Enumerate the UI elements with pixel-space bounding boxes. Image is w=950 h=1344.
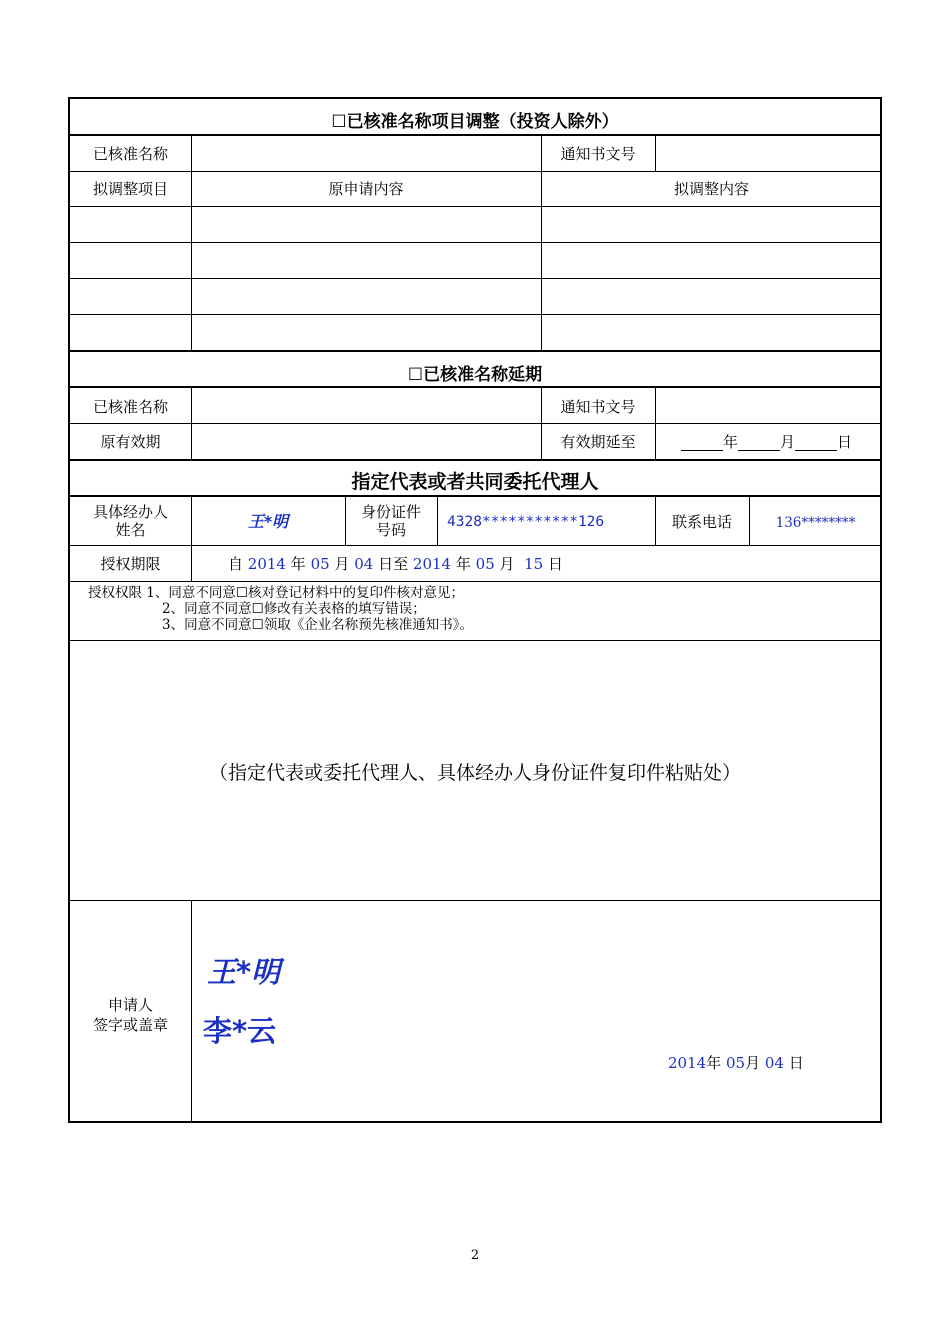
col-divider — [655, 136, 656, 171]
col-divider — [191, 497, 192, 581]
application-form — [68, 97, 882, 1123]
signature-1: 王*明 — [207, 955, 281, 989]
id-label: 身份证件 号码 — [360, 503, 421, 539]
divider — [70, 459, 880, 461]
extend-date-blanks: 年 月 日 — [681, 433, 852, 451]
phone-label: 联系电话 — [671, 513, 732, 531]
page-number: 2 — [470, 1248, 480, 1263]
phone-value: 136******** — [775, 515, 856, 531]
col-divider — [655, 388, 656, 459]
approved-name-label: 已核准名称 — [92, 398, 168, 416]
period-label: 授权期限 — [100, 555, 161, 573]
extend-to-label: 有效期延至 — [560, 433, 636, 451]
new-content-label: 拟调整内容 — [673, 180, 749, 198]
approved-name-label: 已核准名称 — [92, 145, 168, 163]
notice-no-label: 通知书文号 — [560, 398, 636, 416]
divider — [70, 350, 880, 352]
authority-line-3: 3、同意不同意☐领取《企业名称预先核准通知书》。 — [162, 617, 473, 633]
divider — [70, 640, 880, 641]
authority-line-1: 授权权限 1、同意不同意☐核对登记材料中的复印件核对意见； — [88, 585, 464, 601]
signature-date: 2014年 05月 04 日 — [668, 1054, 804, 1072]
handler-label: 具体经办人 姓名 — [92, 503, 168, 539]
section-title-extend: ☐已核准名称延期 — [407, 365, 543, 385]
section-title-adjust: ☐已核准名称项目调整（投资人除外） — [331, 112, 619, 132]
id-copy-paste-area: （指定代表或委托代理人、具体经办人身份证件复印件粘贴处） — [208, 762, 741, 784]
auth-period: 自 2014 年 05 月 04 日至 2014 年 05 月 15 日 — [228, 555, 563, 573]
id-number: 4328***********126 — [447, 514, 605, 530]
col-divider — [191, 388, 192, 459]
applicant-signature-label: 申请人 签字或盖章 — [92, 996, 168, 1034]
col-divider — [191, 901, 192, 1123]
signature-2: 李*云 — [203, 1014, 277, 1048]
col-divider — [437, 497, 438, 545]
notice-no-label: 通知书文号 — [560, 145, 636, 163]
col-divider — [541, 136, 542, 350]
orig-validity-label: 原有效期 — [100, 433, 161, 451]
divider — [70, 581, 880, 582]
original-content-label: 原申请内容 — [328, 180, 404, 198]
adjust-item-label: 拟调整项目 — [92, 180, 168, 198]
section-title-agent: 指定代表或者共同委托代理人 — [351, 471, 599, 493]
handler-name: 王*明 — [247, 512, 289, 531]
col-divider — [191, 136, 192, 350]
authority-line-2: 2、同意不同意☐修改有关表格的填写错误； — [162, 601, 426, 617]
